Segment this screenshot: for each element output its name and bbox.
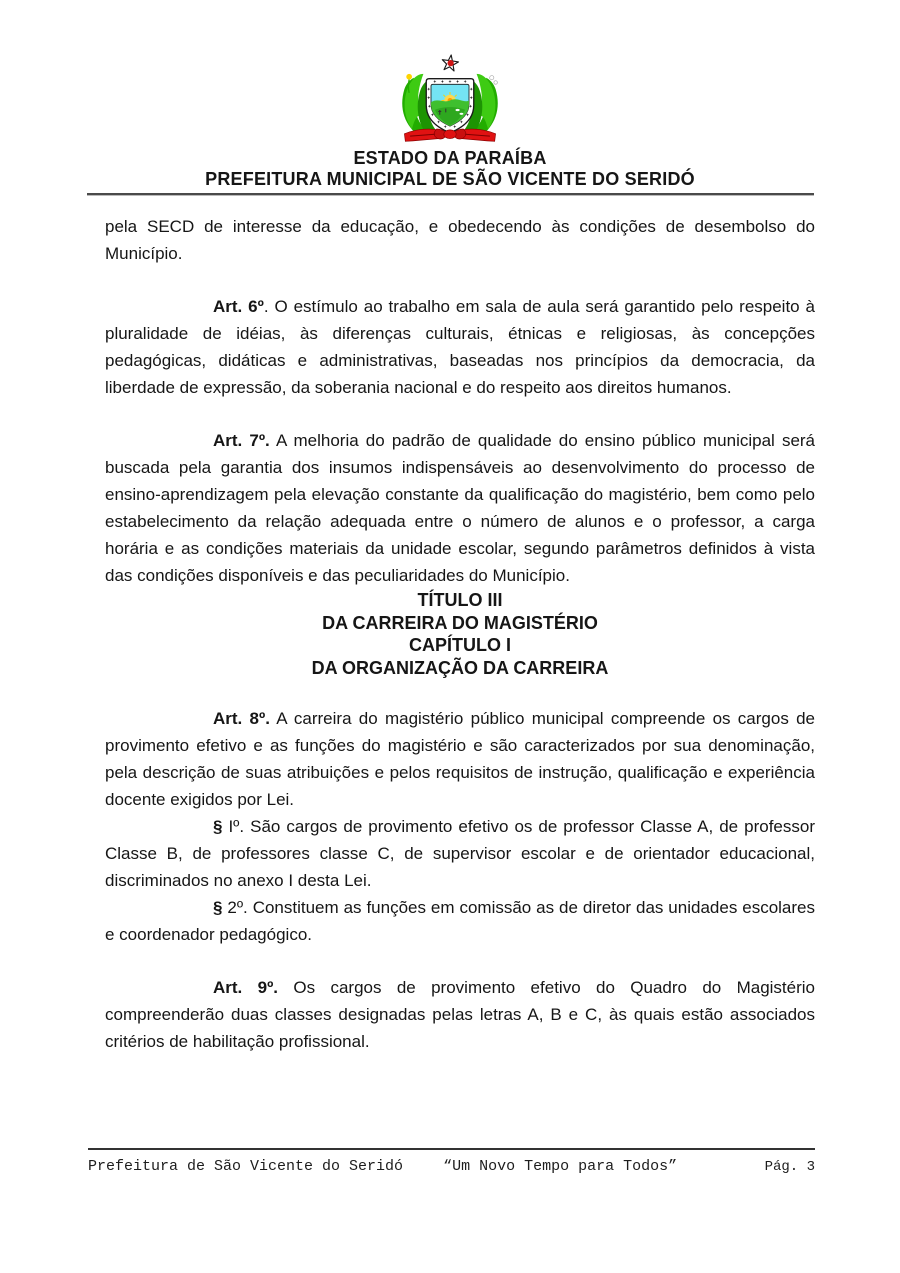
municipality-name: PREFEITURA MUNICIPAL DE SÃO VICENTE DO SERIDÓ: [205, 169, 695, 189]
page-number: Pág. 3: [764, 1159, 815, 1175]
star-emblem: [441, 54, 459, 72]
footer-municipality: Prefeitura de São Vicente do Seridó: [88, 1158, 404, 1175]
section-headings: [105, 589, 815, 679]
ribbon: [404, 129, 495, 141]
paragraph-par-1: § Iº. São cargos de provimento efetivo os de professor Classe A, de professor Classe B, de professores classe C, de supervisor escolar e de orientador educacional, discriminados no anexo I desta Lei.: [105, 817, 815, 890]
capitulo-heading: CAPÍTULO I: [409, 635, 511, 655]
paraiba-coat-of-arms-icon: [381, 53, 519, 148]
titulo-heading: TÍTULO III: [417, 590, 503, 610]
flower-dot: [406, 74, 412, 80]
letterhead: [0, 0, 900, 196]
capitulo-subject-heading: DA ORGANIZAÇÃO DA CARREIRA: [311, 657, 609, 678]
paragraph-art-9: Art. 9º. Os cargos de provimento efetivo do Quadro do Magistério compreenderão duas classes designadas pelas letras A, B e C, às quais estão associados critérios de habilitação profissional.: [105, 978, 815, 1051]
header-divider: [87, 193, 814, 196]
paragraph-art-6: Art. 6º. O estímulo ao trabalho em sala de aula será garantido pelo respeito à pluralidade de idéias, às diferenças culturais, étnicas e religiosas, às concepções pedagógicas, didáticas e administrativas, baseadas nos princípios da democracia, da liberdade de expressão, da soberania nacional e do respeito aos direitos humanos.: [105, 297, 815, 397]
document-body: [105, 213, 815, 1055]
titulo-subject-heading: DA CARREIRA DO MAGISTÉRIO: [322, 612, 598, 633]
state-name: ESTADO DA PARAÍBA: [353, 148, 547, 168]
footer-motto: “Um Novo Tempo para Todos”: [443, 1158, 678, 1175]
paragraph-continuation: pela SECD de interesse da educação, e obedecendo às condições de desembolso do Município.: [105, 217, 815, 263]
paragraph-art-7: Art. 7º. A melhoria do padrão de qualidade do ensino público municipal será buscada pela garantia dos insumos indispensáveis ao desenvolvimento do processo de ensino-aprendizagem pela elevação constante da qualificação do magistério, bem como pelo estabelecimento da relação adequada entre o número de alunos e o professor, a carga horária e as condições materiais da unidade escolar, segundo parâmetros definidos à vista das condições disponíveis e das peculiaridades do Município.: [105, 431, 816, 585]
page-footer: [88, 1148, 815, 1175]
paragraph-par-2: § 2º. Constituem as funções em comissão as de diretor das unidades escolares e coordenador pedagógico.: [105, 898, 815, 944]
paragraph-art-8: Art. 8º. A carreira do magistério público municipal compreende os cargos de provimento efetivo e as funções do magistério e são caracterizados por sua denominação, pela descrição de suas atribuições e pelos requisitos de instrução, qualificação e experiência docente exigidos por Lei.: [105, 709, 815, 809]
